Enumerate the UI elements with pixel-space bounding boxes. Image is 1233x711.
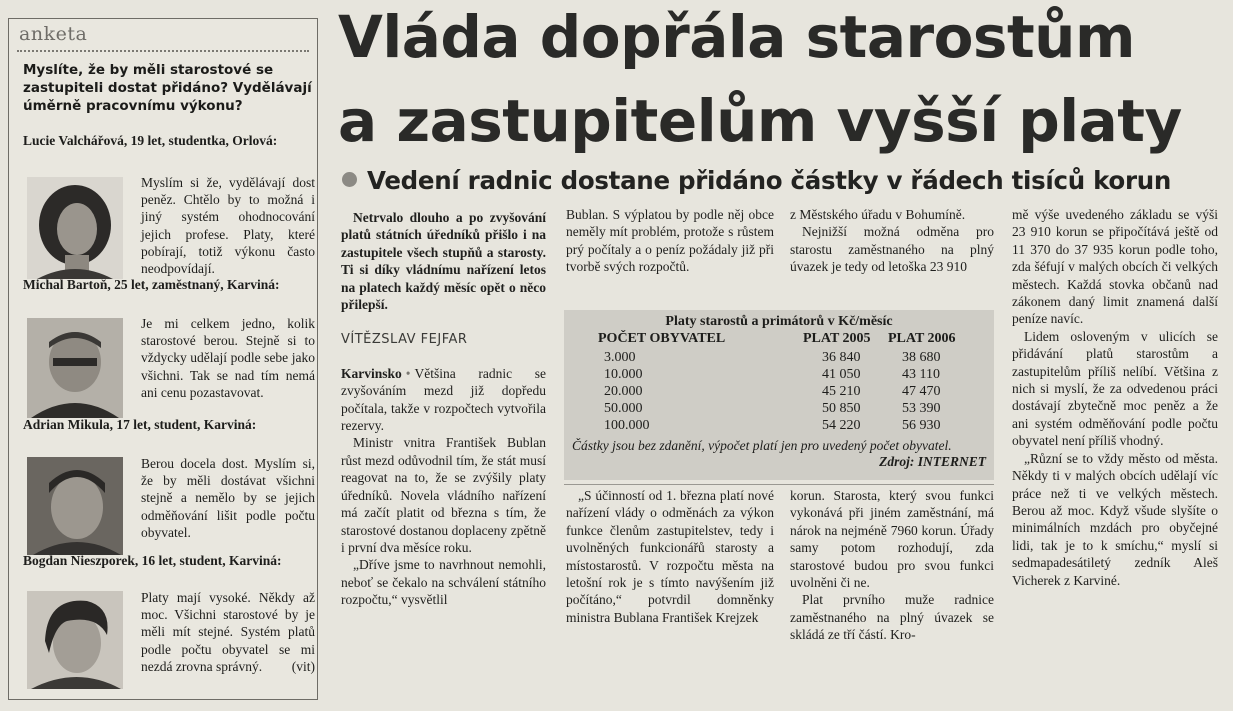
article-paragraph: [341, 365, 546, 435]
table-source: Zdroj: INTERNET: [879, 454, 986, 469]
salary-table: [564, 310, 994, 480]
article-column-4: [1012, 206, 1218, 589]
table-cell: 56 930: [902, 418, 941, 433]
article-author: VÍTĚZSLAV FEJFAR: [341, 332, 468, 348]
article-column-3-bottom: [790, 487, 994, 644]
table-cell: 100.000: [604, 418, 650, 433]
portrait-icon: [27, 318, 123, 418]
anketa-label: anketa: [19, 23, 88, 45]
subhead-text: Vedení radnic dostane přidáno částky v řádech tisíců korun: [367, 166, 1172, 195]
headline-line-1: Vláda dopřála starostům: [338, 3, 1135, 71]
portrait-icon: [27, 457, 123, 555]
respondent-name: Lucie Valchářová, 19 let, studentka, Orlová:: [23, 133, 278, 148]
article-column-3-top: [790, 206, 994, 276]
respondent-answer-text: Platy mají vysoké. Někdy až moc. Všichni starostové by je měli mít stejné. Systém platů podle počtu obyvatel se mi nezdá zrovna správný.: [141, 590, 315, 674]
table-cell: 50 850: [822, 401, 861, 416]
table-cell: 50.000: [604, 401, 643, 416]
table-cell: 53 390: [902, 401, 941, 416]
article-paragraph: „S účinností od 1. března platí nové nařízení vlády o odměnách za výkon funkce členům zastupitelstev, tedy i uvolněných funkcionářů starosty a místostarostů. V rozpočtu města na letošní rok je s tímto navýšením již počítáno,“ potvrdil domněnky ministra Bublana František Krejzek: [566, 488, 774, 625]
portrait-icon: [27, 177, 123, 279]
article-headline: [338, 3, 1228, 155]
article-paragraph: Bublan. S výplatou by podle něj obce neměly mít problém, protože s růstem prý počítaly a o peníz požádaly již při tvorbě svých rozpočtů.: [566, 207, 774, 275]
table-cell: 36 840: [822, 350, 861, 365]
article-column-1: [341, 209, 546, 609]
portrait-icon: [27, 591, 123, 689]
article-paragraph: z Městského úřadu v Bohumíně.: [790, 207, 966, 222]
respondent-name: Michal Bartoň, 25 let, zaměstnaný, Karviná:: [23, 277, 280, 292]
respondent-name: Bogdan Nieszporek, 16 let, student, Karviná:: [23, 553, 282, 568]
table-note: Částky jsou bez zdanění, výpočet platí jen pro uvedený počet obyvatel.: [572, 438, 952, 453]
table-cell: 41 050: [822, 367, 861, 382]
table-header: POČET OBYVATEL: [598, 331, 726, 346]
poll-question: Myslíte, že by měli starostové se zastupiteli dostat přidáno? Vydělávají úměrně pracovnímu výkonu?: [23, 62, 312, 114]
article-column-2-top: [566, 206, 774, 276]
article-subhead: [342, 166, 1232, 196]
respondent-answer: Myslím si že, vydělávají dost peněz. Chtělo by to možná i jiný systém ohodnocování jejich profese. Platy, které pobírají, totiž výkonu často neodpovídají.: [141, 175, 315, 277]
table-cell: 3.000: [604, 350, 636, 365]
article-paragraph: „Dříve jsme to navrhnout nemohli, neboť se čekalo na schválení státního rozpočtu,“ vysvětlil: [341, 557, 546, 608]
paragraph-text: Většina radnic se zvyšováním mezd již dopředu počítala, takže v rozpočtech vytvořila rezervy.: [341, 365, 546, 434]
article-dateline: Karvinsko: [341, 365, 402, 381]
table-cell: 20.000: [604, 384, 643, 399]
table-cell: 10.000: [604, 367, 643, 382]
article-paragraph: korun. Starosta, který svou funkci vykonává při jiném zaměstnání, má nárok na nejméně 7960 korun. Úřady samy potom rozhodují, zda starostové budou pro svou funkci uvolněni či ne.: [790, 488, 994, 591]
anketa-sidebar: [8, 18, 318, 700]
table-cell: 47 470: [902, 384, 941, 399]
respondent-photo: [27, 591, 123, 689]
respondent-photo: [27, 177, 123, 279]
table-title: Platy starostů a primátorů v Kč/měsíc: [665, 314, 893, 329]
author-signature: (vit): [291, 658, 315, 674]
article-paragraph: Nejnižší možná odměna pro starostu zaměstnaného na plný úvazek je tedy od letoška 23 910: [790, 224, 994, 275]
article-paragraph: „Různí se to vždy město od města. Někdy ti v malých obcích udělají víc práce než ti ve velkých městech. Berou až moc. Když všude slyšíte o minimálních mzdách pro obyčejné lidi, tak je to k smíchu,“ myslí si sedmapadesátiletý zedník Aleš Vicherek z Karviné.: [1012, 450, 1218, 588]
respondent-answer: Berou docela dost. Myslím si, že by měli dostávat všichni stejně a nemělo by se jejich odměňování lišit podle počtu obyvatel.: [141, 456, 315, 540]
table-cell: 38 680: [902, 350, 941, 365]
article-column-2-bottom: [566, 487, 774, 626]
respondent-answer: [141, 589, 315, 675]
table-header: PLAT 2006: [888, 331, 956, 346]
article-paragraph: Plat prvního muže radnice zaměstnaného na plný úvazek se skládá ze tří částí. Kro-: [790, 592, 994, 643]
table-cell: 45 210: [822, 384, 861, 399]
article-paragraph: Lidem osloveným v ulicích se přidávání platů starostům a zastupitelům příliš nelíbí. Většina z nich si myslí, že za odvedenou práci dostávají zbytečně moc peněz a že ani systém odměňování podle počtu obyvatel není příliš vhodný.: [1012, 328, 1218, 449]
table-cell: 43 110: [902, 367, 940, 382]
bullet-icon: [342, 172, 357, 187]
table-cell: 54 220: [822, 418, 861, 433]
respondent-photo: [27, 318, 123, 418]
article-paragraph: mě výše uvedeného základu se výši 23 910 korun se připočítává ještě od 11 370 do 37 935 korun podle toho, zda šéfují v malých obcích či velkých městech. Každá stovka občanů nad zákonem daný limit znamená další peníze navíc.: [1012, 207, 1218, 327]
headline-line-2: a zastupitelům vyšší platy: [338, 87, 1182, 155]
article-lead: Netrvalo dlouho a po zvyšování platů státních úředníků přišlo i na zastupitele všech stupňů a starosty. Ti si díky vládnímu nařízení letos na platech každý měsíc opět o něco přilepší.: [341, 210, 546, 313]
respondent-answer: Je mi celkem jedno, kolik starostové berou. Stejně si to vždycky udělají podle sebe jako všichni. Tak se nad tím nemá ani cenu pozastavovat.: [141, 316, 315, 400]
table-divider: [564, 484, 994, 485]
article-paragraph: Ministr vnitra František Bublan růst mezd odůvodnil tím, že stát musí reagovat na to, že se zvýšily platy úředníků. Novela vládního nařízení má začít platit od března s tím, že starostové dostanou doplaceny zpětně i první dva měsíce roku.: [341, 435, 546, 555]
dateline-separator-icon: •: [405, 365, 411, 381]
respondent-photo: [27, 457, 123, 555]
table-header: PLAT 2005: [803, 331, 871, 346]
dotted-divider: [17, 50, 309, 52]
respondent-name: Adrian Mikula, 17 let, student, Karviná:: [23, 417, 257, 432]
